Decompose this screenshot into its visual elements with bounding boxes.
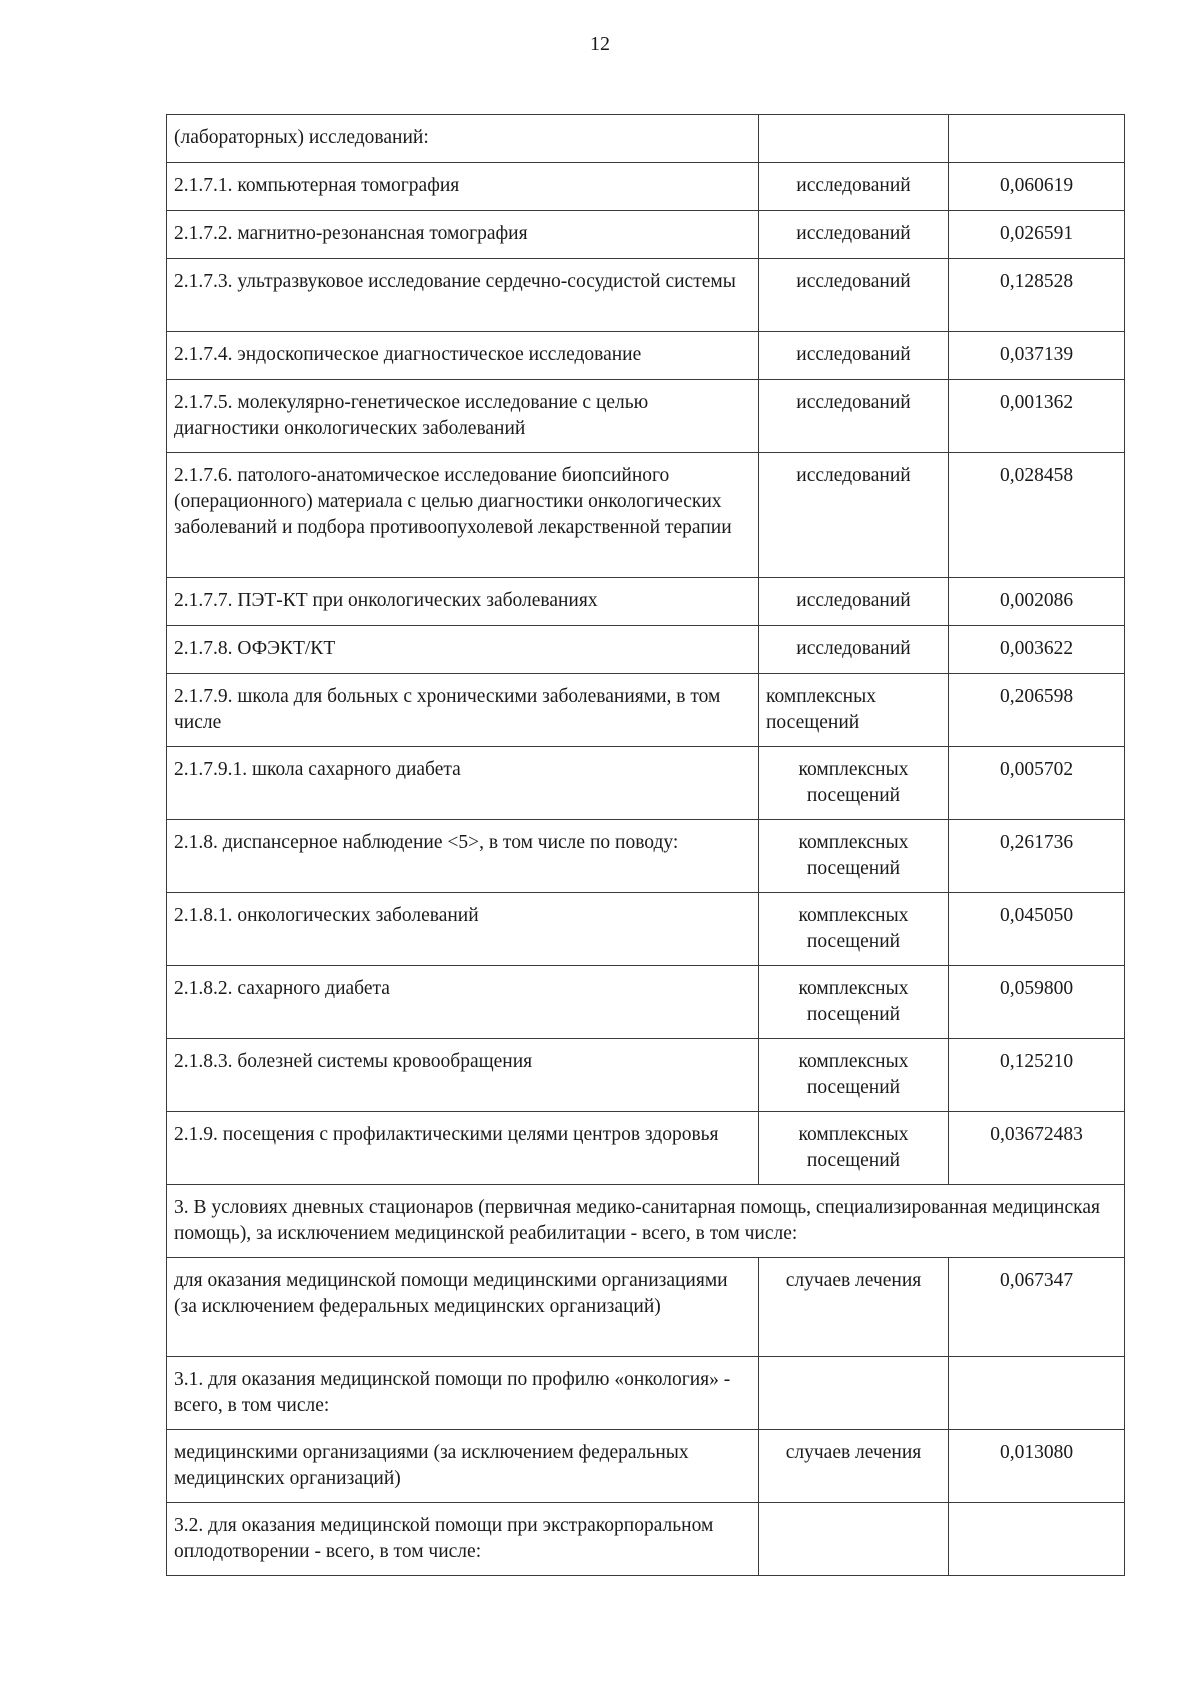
row-unit: комплексных посещений	[759, 747, 949, 820]
table-row	[167, 1039, 1125, 1112]
row-value: 0,128528	[949, 259, 1125, 332]
row-name: 2.1.7.9.1. школа сахарного диабета	[167, 747, 759, 820]
row-value: 0,028458	[949, 453, 1125, 578]
row-value: 0,013080	[949, 1430, 1125, 1503]
row-name: для оказания медицинской помощи медицинскими организациями (за исключением федеральных медицинских организаций)	[167, 1258, 759, 1357]
row-unit	[759, 115, 949, 163]
table-row	[167, 332, 1125, 380]
normatives-table	[166, 114, 1125, 1576]
table-row	[167, 1258, 1125, 1357]
row-unit	[759, 1357, 949, 1430]
row-unit: исследований	[759, 626, 949, 674]
table-row	[167, 211, 1125, 259]
row-name: 2.1.8.3. болезней системы кровообращения	[167, 1039, 759, 1112]
table-row	[167, 674, 1125, 747]
row-unit: комплексных посещений	[759, 966, 949, 1039]
row-value: 0,206598	[949, 674, 1125, 747]
table-row	[167, 453, 1125, 578]
row-unit: комплексных посещений	[759, 1112, 949, 1185]
table-row	[167, 380, 1125, 453]
row-unit: исследований	[759, 332, 949, 380]
section-row	[167, 1185, 1125, 1258]
row-unit: исследований	[759, 259, 949, 332]
table-row	[167, 1357, 1125, 1430]
row-unit: исследований	[759, 211, 949, 259]
row-value: 0,026591	[949, 211, 1125, 259]
row-value	[949, 115, 1125, 163]
row-value: 0,001362	[949, 380, 1125, 453]
table-row	[167, 820, 1125, 893]
row-name: 2.1.7.9. школа для больных с хроническими заболеваниями, в том числе	[167, 674, 759, 747]
row-name: 2.1.8.2. сахарного диабета	[167, 966, 759, 1039]
row-value: 0,003622	[949, 626, 1125, 674]
table-row	[167, 115, 1125, 163]
row-unit	[759, 1503, 949, 1576]
row-unit: исследований	[759, 163, 949, 211]
row-value: 0,125210	[949, 1039, 1125, 1112]
section-heading: 3. В условиях дневных стационаров (первичная медико-санитарная помощь, специализированная медицинская помощь), за исключением медицинской реабилитации - всего, в том числе:	[167, 1185, 1125, 1258]
row-name: 2.1.7.8. ОФЭКТ/КТ	[167, 626, 759, 674]
row-name: 3.2. для оказания медицинской помощи при экстракорпоральном оплодотворении - всего, в том числе:	[167, 1503, 759, 1576]
row-name: 2.1.7.4. эндоскопическое диагностическое исследование	[167, 332, 759, 380]
table-row	[167, 966, 1125, 1039]
row-value: 0,005702	[949, 747, 1125, 820]
row-value: 0,059800	[949, 966, 1125, 1039]
row-value	[949, 1357, 1125, 1430]
row-value	[949, 1503, 1125, 1576]
row-name: 2.1.7.6. патолого-анатомическое исследование биопсийного (операционного) материала с целью диагностики онкологических заболеваний и подбора противоопухолевой лекарственной терапии	[167, 453, 759, 578]
row-unit: комплексных посещений	[759, 674, 949, 747]
row-name: 2.1.7.1. компьютерная томография	[167, 163, 759, 211]
row-unit: случаев лечения	[759, 1258, 949, 1357]
row-unit: комплексных посещений	[759, 893, 949, 966]
row-name: 2.1.7.2. магнитно-резонансная томография	[167, 211, 759, 259]
row-unit: исследований	[759, 380, 949, 453]
table-row	[167, 259, 1125, 332]
row-value: 0,03672483	[949, 1112, 1125, 1185]
row-unit: комплексных посещений	[759, 1039, 949, 1112]
row-value: 0,261736	[949, 820, 1125, 893]
row-value: 0,067347	[949, 1258, 1125, 1357]
row-name: (лабораторных) исследований:	[167, 115, 759, 163]
row-unit: комплексных посещений	[759, 820, 949, 893]
row-name: 2.1.8. диспансерное наблюдение <5>, в том числе по поводу:	[167, 820, 759, 893]
row-unit: исследований	[759, 578, 949, 626]
table-row	[167, 1430, 1125, 1503]
table-row	[167, 578, 1125, 626]
row-value: 0,037139	[949, 332, 1125, 380]
row-name: медицинскими организациями (за исключением федеральных медицинских организаций)	[167, 1430, 759, 1503]
table-row	[167, 893, 1125, 966]
row-value: 0,002086	[949, 578, 1125, 626]
row-unit: исследований	[759, 453, 949, 578]
table-row	[167, 747, 1125, 820]
row-name: 3.1. для оказания медицинской помощи по профилю «онкология» - всего, в том числе:	[167, 1357, 759, 1430]
row-name: 2.1.7.7. ПЭТ-КТ при онкологических заболеваниях	[167, 578, 759, 626]
page-number: 12	[590, 33, 610, 55]
table-row	[167, 1503, 1125, 1576]
row-value: 0,060619	[949, 163, 1125, 211]
row-name: 2.1.7.5. молекулярно-генетическое исследование с целью диагностики онкологических заболеваний	[167, 380, 759, 453]
table-row	[167, 1112, 1125, 1185]
row-name: 2.1.8.1. онкологических заболеваний	[167, 893, 759, 966]
row-name: 2.1.9. посещения с профилактическими целями центров здоровья	[167, 1112, 759, 1185]
table-row	[167, 163, 1125, 211]
row-value: 0,045050	[949, 893, 1125, 966]
row-unit: случаев лечения	[759, 1430, 949, 1503]
table-row	[167, 626, 1125, 674]
row-name: 2.1.7.3. ультразвуковое исследование сердечно-сосудистой системы	[167, 259, 759, 332]
